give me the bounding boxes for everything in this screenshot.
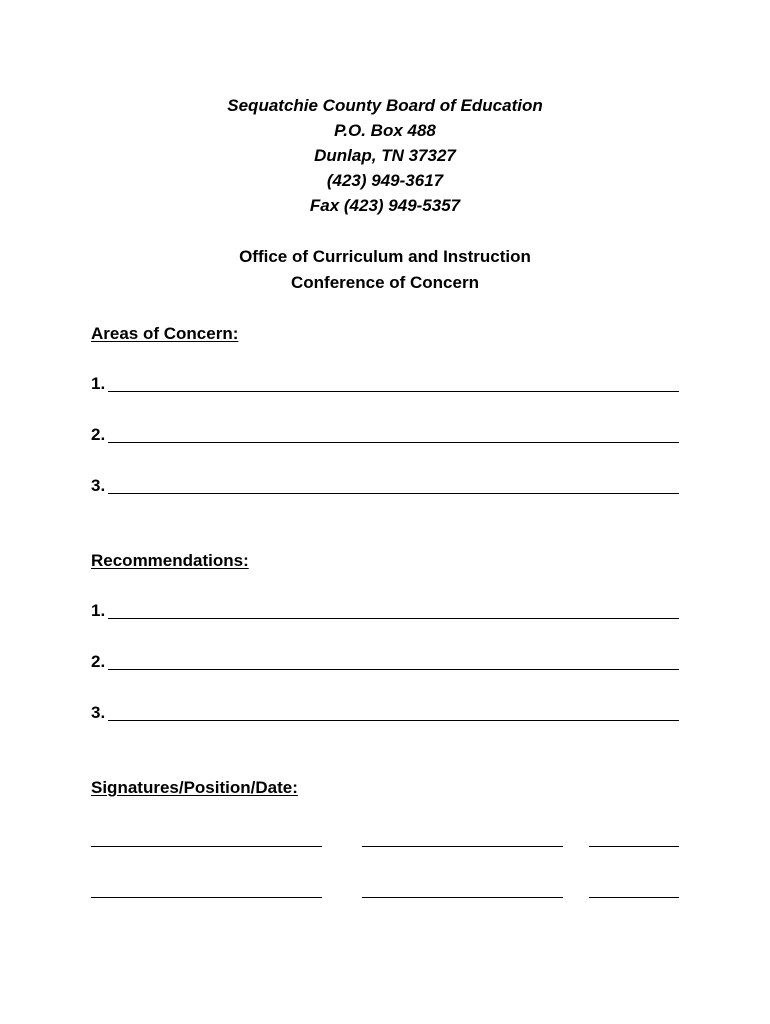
concern-blank-3 bbox=[108, 493, 679, 494]
concern-number-2: 2. bbox=[91, 425, 106, 444]
recommendation-line-3[interactable] bbox=[91, 703, 679, 723]
recommendation-blank-2 bbox=[108, 669, 679, 670]
city-state-zip: Dunlap, TN 37327 bbox=[314, 146, 456, 165]
office-name: Office of Curriculum and Instruction bbox=[239, 247, 531, 266]
position-line-2[interactable] bbox=[362, 897, 563, 898]
signatures-heading: Signatures/Position/Date: bbox=[91, 778, 298, 797]
phone-number: (423) 949-3617 bbox=[326, 171, 444, 190]
date-line-2[interactable] bbox=[589, 897, 679, 898]
recommendation-number-2: 2. bbox=[91, 652, 106, 671]
recommendation-number-3: 3. bbox=[91, 703, 106, 722]
date-line-1[interactable] bbox=[589, 846, 679, 847]
office-block bbox=[0, 244, 770, 296]
concern-line-3[interactable] bbox=[91, 476, 679, 496]
recommendation-blank-3 bbox=[108, 720, 679, 721]
concern-number-3: 3. bbox=[91, 476, 106, 495]
form-title: Conference of Concern bbox=[291, 273, 479, 292]
position-line-1[interactable] bbox=[362, 846, 563, 847]
concern-blank-2 bbox=[108, 442, 679, 443]
recommendation-line-2[interactable] bbox=[91, 652, 679, 672]
recommendation-number-1: 1. bbox=[91, 601, 106, 620]
concern-number-1: 1. bbox=[91, 374, 106, 393]
organization-name: Sequatchie County Board of Education bbox=[227, 96, 543, 115]
concern-line-2[interactable] bbox=[91, 425, 679, 445]
areas-of-concern-heading: Areas of Concern: bbox=[91, 324, 239, 343]
recommendation-line-1[interactable] bbox=[91, 601, 679, 621]
recommendations-heading: Recommendations: bbox=[91, 551, 249, 570]
letterhead bbox=[0, 93, 770, 218]
po-box: P.O. Box 488 bbox=[334, 121, 436, 140]
recommendation-blank-1 bbox=[108, 618, 679, 619]
concern-blank-1 bbox=[108, 391, 679, 392]
concern-line-1[interactable] bbox=[91, 374, 679, 394]
signature-line-2[interactable] bbox=[91, 897, 322, 898]
fax-number: Fax (423) 949-5357 bbox=[309, 196, 461, 215]
signature-line-1[interactable] bbox=[91, 846, 322, 847]
